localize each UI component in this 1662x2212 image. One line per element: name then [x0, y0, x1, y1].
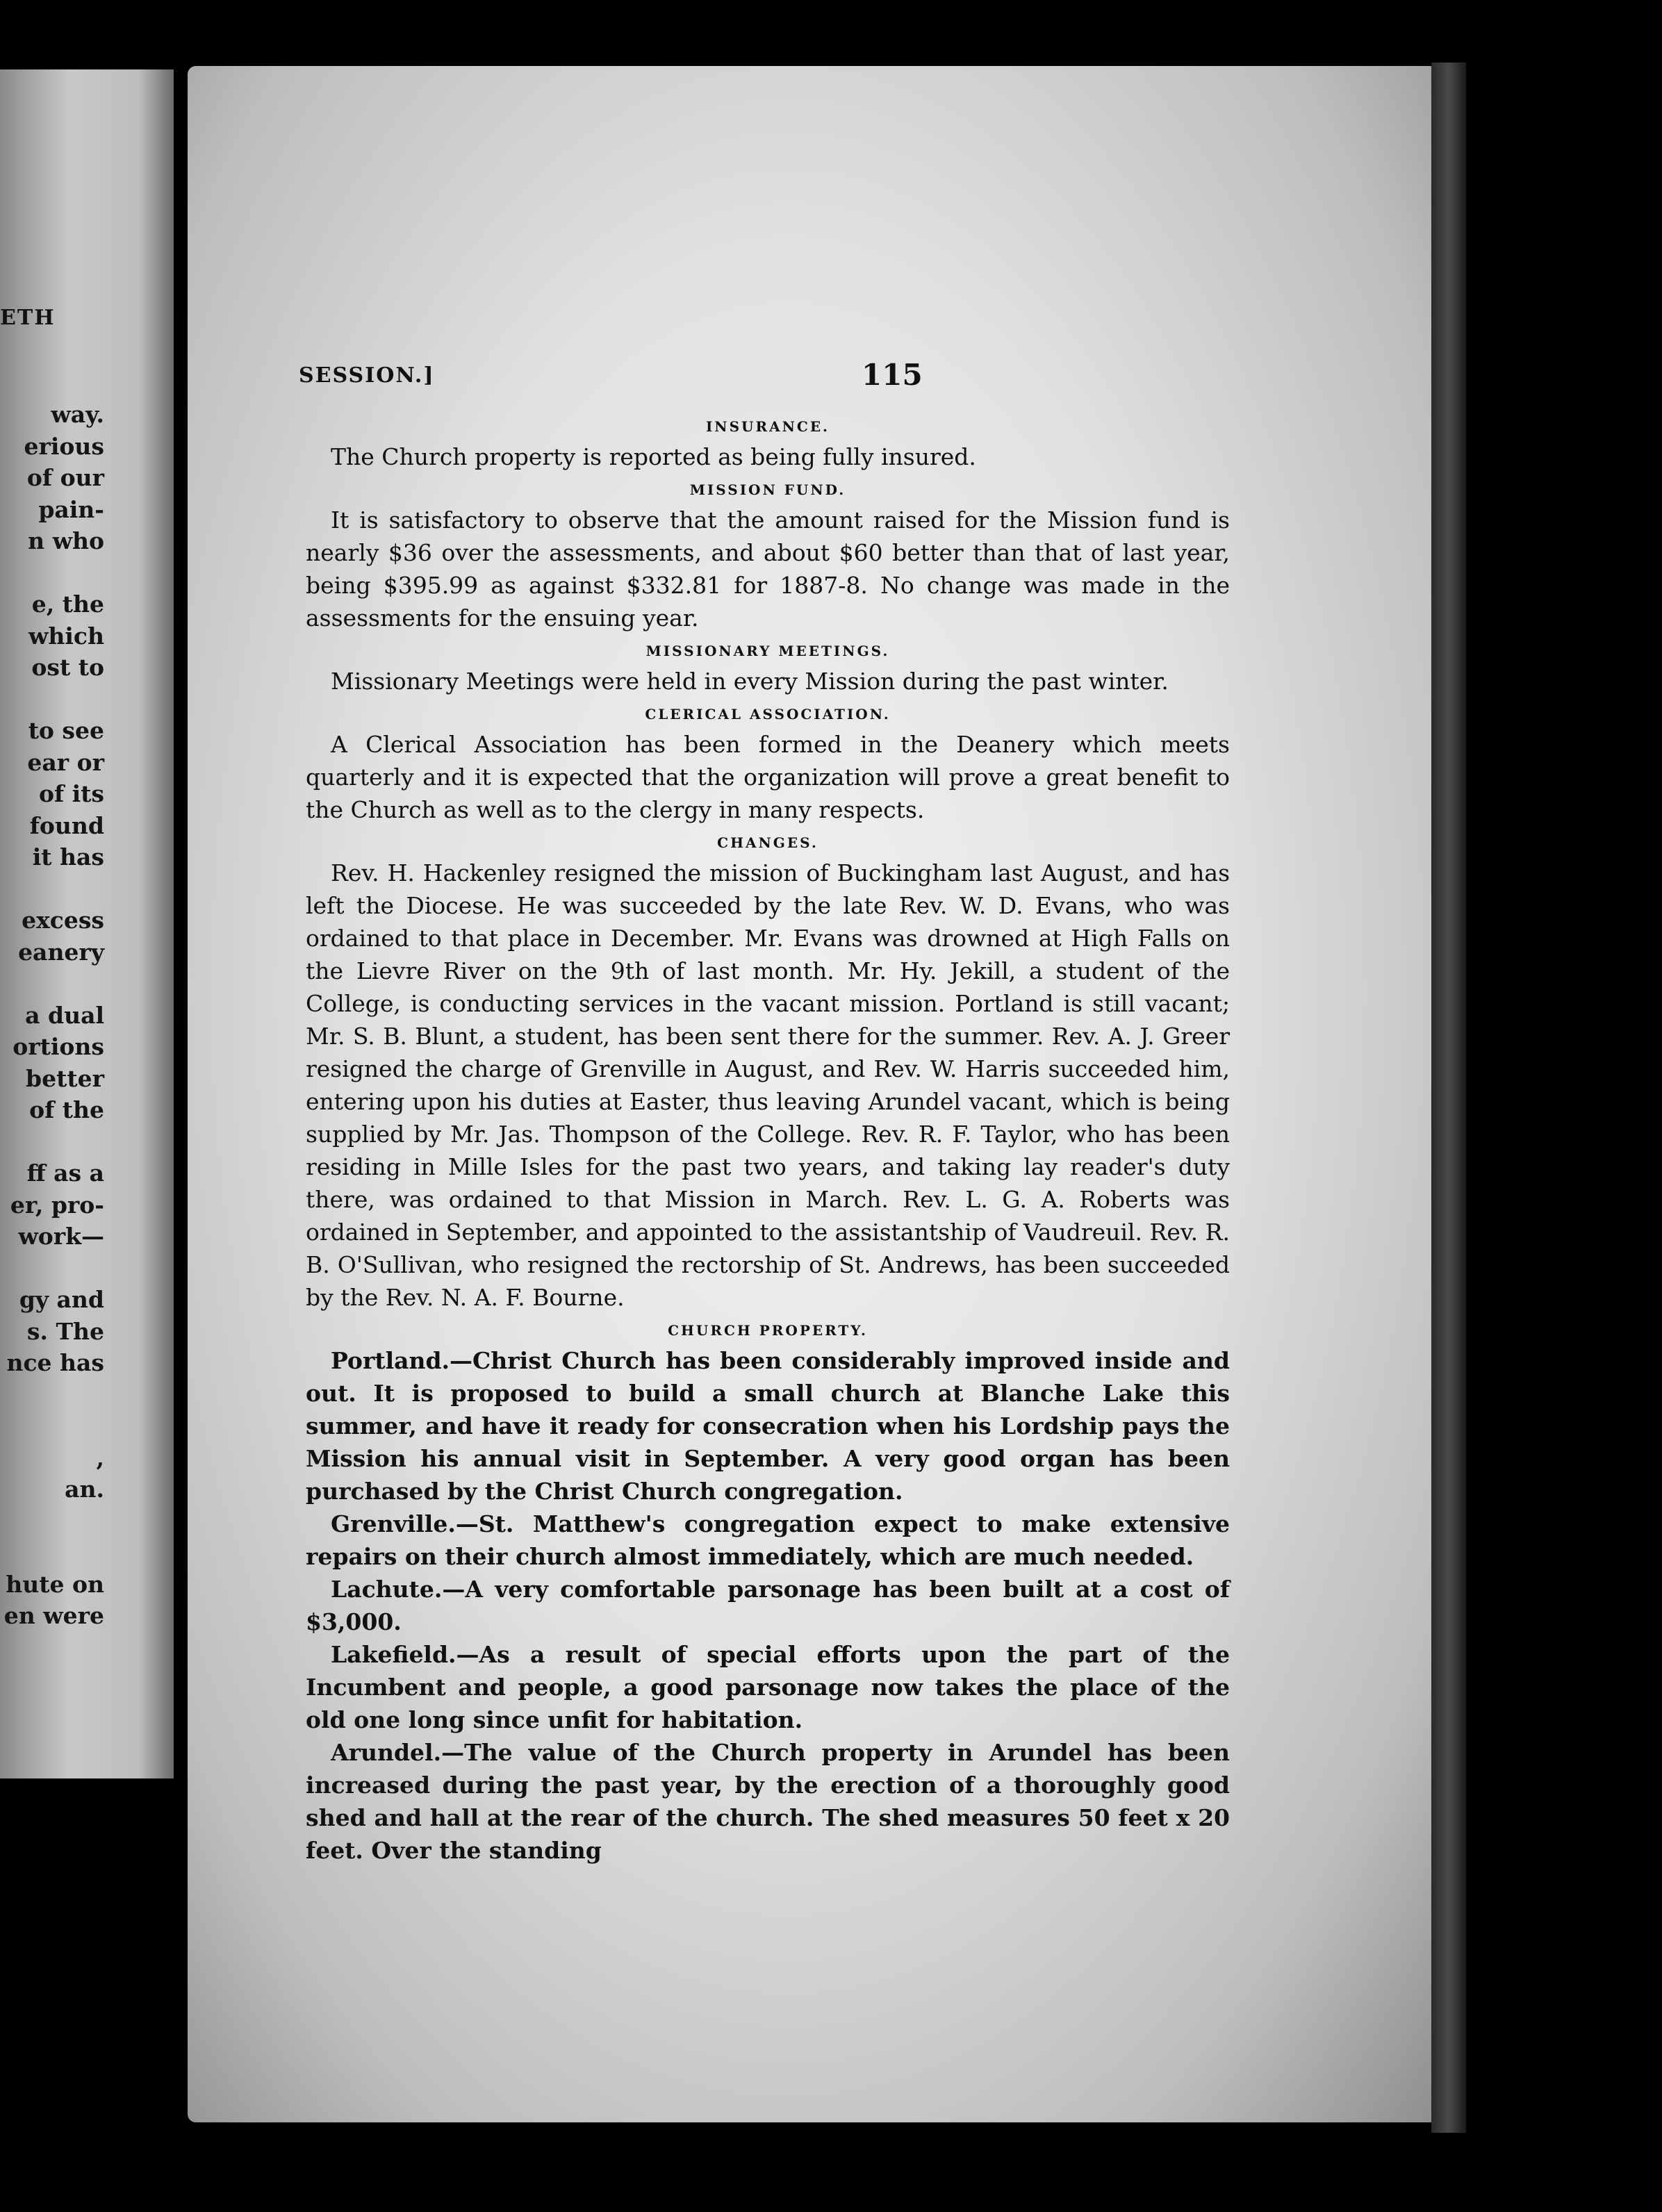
- previous-page-line: of its: [38, 780, 104, 807]
- previous-page-line: a dual: [25, 1001, 104, 1029]
- page-body: [306, 410, 1230, 1867]
- section-title: MISSION FUND.: [689, 481, 846, 498]
- previous-page-line: an.: [65, 1476, 104, 1503]
- paragraph: Missionary Meetings were held in every Mission during the past winter.: [331, 668, 1169, 695]
- previous-page-line: eanery: [18, 938, 104, 966]
- paragraph-portland: Portland.—Christ Church has been considerably improved inside and out. It is proposed to build a small church at Blanche Lake this summer, and have it ready for consecration when his Lordship pays the Mission his annual visit in September. A very good organ has been purchased by the Christ Church congregation.: [306, 1347, 1230, 1505]
- previous-page-line: ff as a: [26, 1159, 104, 1187]
- previous-page-line: en were: [3, 1602, 104, 1629]
- previous-page-line: better: [26, 1064, 104, 1092]
- paragraph-arundel: Arundel.—The value of the Church property in Arundel has been increased during the past year, by the erection of a thoroughly good shed and hall at the rear of the church. The shed measures 50 feet x 20 feet. Over the standing: [306, 1739, 1230, 1864]
- previous-page-line: way.: [51, 401, 104, 428]
- previous-page-line: work—: [18, 1223, 104, 1250]
- previous-page-line: to see: [28, 717, 104, 744]
- previous-page-line: e, the: [31, 591, 104, 618]
- previous-page-line: found: [29, 811, 104, 839]
- previous-page-line: excess: [22, 907, 104, 934]
- previous-page-line: of the: [29, 1096, 104, 1123]
- previous-page-line: s. The: [26, 1317, 104, 1345]
- running-head: SESSION.]: [299, 363, 435, 388]
- section-missionary-meetings: [306, 643, 1230, 698]
- previous-page-line: erious: [24, 432, 104, 460]
- previous-page-line: which: [28, 622, 104, 650]
- previous-page-line: ,: [96, 1444, 104, 1471]
- section-title: INSURANCE.: [705, 418, 830, 435]
- paragraph: The Church property is reported as being fully insured.: [331, 443, 976, 470]
- book-page: [188, 66, 1438, 2122]
- previous-page-line: gy and: [19, 1286, 104, 1313]
- paragraph-grenville: Grenville.—St. Matthew's congregation expect to make extensive repairs on their church almost immediately, which are much needed.: [306, 1510, 1230, 1570]
- paragraph-lakefield: Lakefield.—As a result of special efforts upon the part of the Incumbent and people, a good parsonage now takes the place of the old one long since unfit for habitation.: [306, 1641, 1230, 1733]
- previous-page-line: ear or: [27, 748, 104, 776]
- section-title: CLERICAL ASSOCIATION.: [645, 706, 891, 723]
- previous-page-line: hute on: [6, 1570, 104, 1598]
- previous-page-line: nce has: [6, 1349, 104, 1376]
- previous-page-line: er, pro-: [10, 1191, 104, 1219]
- section-insurance: [306, 418, 1230, 473]
- previous-page-line: of our: [26, 464, 104, 491]
- page-header: [299, 358, 1410, 399]
- section-title: CHANGES.: [717, 834, 818, 851]
- section-clerical-association: [306, 706, 1230, 826]
- section-title: CHURCH PROPERTY.: [668, 1322, 868, 1339]
- paragraph: Rev. H. Hackenley resigned the mission of Buckingham last August, and has left the Diocese. He was succeeded by the late Rev. W. D. Evans, who was ordained to that place in December. Mr. Evans was drowned at High Falls on the Lievre River on the 9th of last month. Mr. Hy. Jekill, a student of the College, is conducting services in the vacant mission. Portland is still vacant; Mr. S. B. Blunt, a student, has been sent there for the summer. Rev. A. J. Greer resigned the charge of Grenville in August, and Rev. W. Harris succeeded him, entering upon his duties at Easter, thus leaving Arundel vacant, which is being supplied by Mr. Jas. Thompson of the College. Rev. R. F. Taylor, who has been residing in Mille Isles for the past two years, and taking lay reader's duty there, was ordained to that Mission in March. Rev. L. G. A. Roberts was ordained in September, and appointed to the assistantship of Vaudreuil. Rev. R. B. O'Sullivan, who resigned the rectorship of St. Andrews, has been succeeded by the Rev. N. A. F. Bourne.: [306, 859, 1230, 1311]
- previous-page-fragment: [0, 69, 174, 1778]
- previous-page-running-head: ETH: [0, 306, 56, 330]
- book-spine-edge: [1431, 63, 1466, 2133]
- section-church-property: [306, 1322, 1230, 1867]
- previous-page-line: ost to: [31, 654, 104, 681]
- previous-page-line: n who: [28, 527, 104, 554]
- previous-page-line: ortions: [13, 1033, 104, 1060]
- paragraph: A Clerical Association has been formed in the Deanery which meets quarterly and it is expected that the organization will prove a great benefit to the Church as well as to the clergy in many respects.: [306, 731, 1230, 823]
- section-changes: [306, 834, 1230, 1314]
- previous-page-line: it has: [32, 843, 104, 870]
- section-mission-fund: [306, 481, 1230, 634]
- paragraph: It is satisfactory to observe that the amount raised for the Mission fund is nearly $36 over the assessments, and about $60 better than that of last year, being $395.99 as against $332.81 for 1887-8. No change was made in the assessments for the ensuing year.: [306, 506, 1230, 632]
- page-number: 115: [862, 358, 923, 392]
- section-title: MISSIONARY MEETINGS.: [645, 643, 890, 659]
- previous-page-line: pain-: [38, 495, 104, 523]
- paragraph-lachute: Lachute.—A very comfortable parsonage has been built at a cost of $3,000.: [306, 1576, 1230, 1635]
